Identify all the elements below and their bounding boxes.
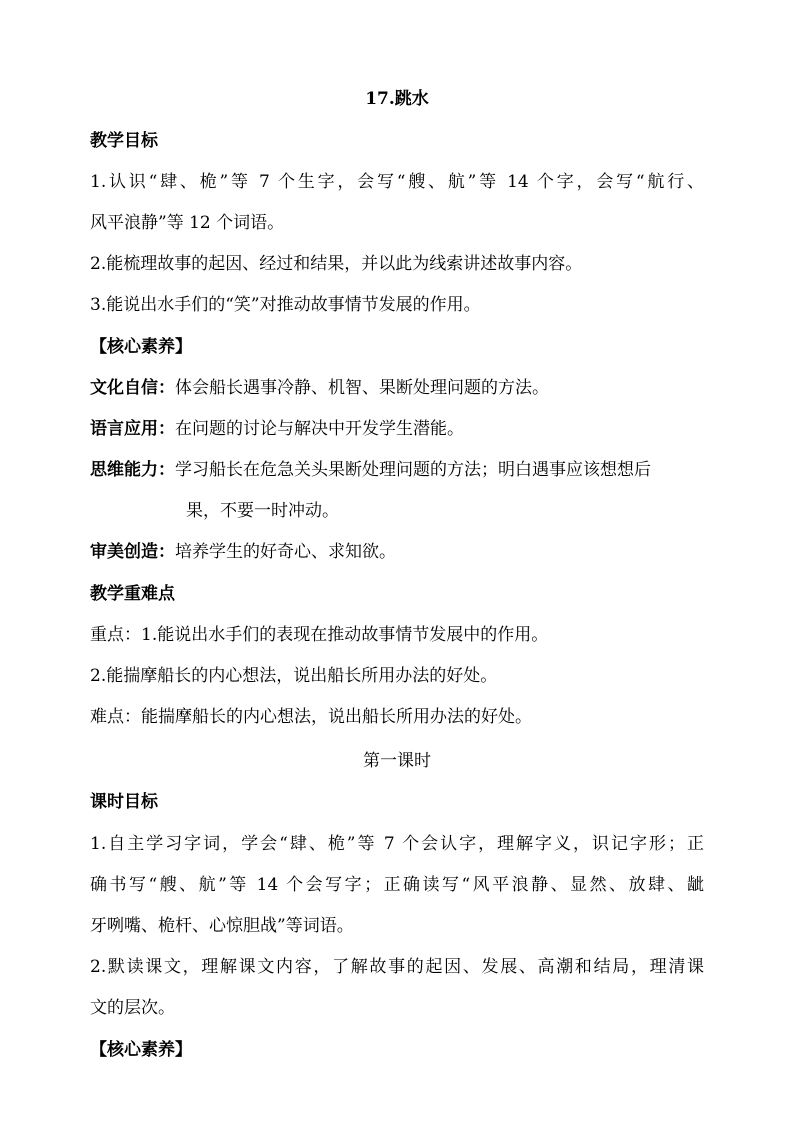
page-title: 17.跳水 [365, 89, 429, 109]
language-text: 在问题的讨论与解决中开发学生潜能。 [175, 419, 464, 439]
goal-1-line-1: 1.认识“肆、桅”等 7 个生字，会写“艘、航”等 14 个字，会写“航行、 [90, 172, 704, 192]
lesson-one-title: 第一课时 [363, 751, 431, 771]
difficulty-point: 难点：能揣摩船长的内心想法，说出船长所用办法的好处。 [90, 707, 532, 727]
thinking-text-line-2: 果，不要一时冲动。 [186, 501, 339, 521]
aesthetic-label: 审美创造： [90, 542, 175, 562]
key-point-1: 重点：1.能说出水手们的表现在推动故事情节发展中的作用。 [90, 625, 549, 645]
goal-2: 2.能梳理故事的起因、经过和结果，并以此为线索讲述故事内容。 [90, 254, 583, 274]
culture-text: 体会船长遇事冷静、机智、果断处理问题的方法。 [175, 378, 549, 398]
core-literacy-heading: 【核心素养】 [90, 337, 192, 357]
goal-1-line-2: 风平浪静”等 12 个词语。 [90, 213, 285, 233]
lesson-goal-1-line-2: 确书写“艘、航”等 14 个会写字；正确读写“风平浪静、显然、放肆、龇 [90, 875, 704, 895]
culture-label: 文化自信： [90, 378, 175, 398]
language-label: 语言应用： [90, 419, 175, 439]
key-point-2: 2.能揣摩船长的内心想法，说出船长所用办法的好处。 [90, 666, 498, 686]
thinking-text-line-1: 学习船长在危急关头果断处理问题的方法；明白遇事应该想想后 [175, 460, 651, 480]
language-application-row [90, 418, 464, 440]
lesson-goal-2-line-1: 2.默读课文，理解课文内容，了解故事的起因、发展、高潮和结局，理清课 [90, 957, 704, 977]
lesson-goal-2-line-2: 文的层次。 [90, 998, 175, 1018]
culture-confidence-row [90, 377, 549, 399]
lesson-goal-1-line-1: 1.自主学习字词，学会“肆、桅”等 7 个会认字，理解字义，识记字形；正 [90, 834, 704, 854]
thinking-ability-row [90, 459, 651, 481]
goal-3: 3.能说出水手们的“笑”对推动故事情节发展的作用。 [90, 295, 481, 315]
aesthetic-creation-row [90, 541, 396, 563]
lesson-goal-1-line-3: 牙咧嘴、桅杆、心惊胆战”等词语。 [90, 916, 354, 936]
teaching-goals-heading: 教学目标 [90, 131, 158, 151]
lesson-goals-heading: 课时目标 [90, 792, 158, 812]
aesthetic-text: 培养学生的好奇心、求知欲。 [175, 542, 396, 562]
key-points-heading: 教学重难点 [90, 584, 175, 604]
thinking-label: 思维能力： [90, 460, 175, 480]
core-literacy-heading-2: 【核心素养】 [90, 1040, 192, 1060]
